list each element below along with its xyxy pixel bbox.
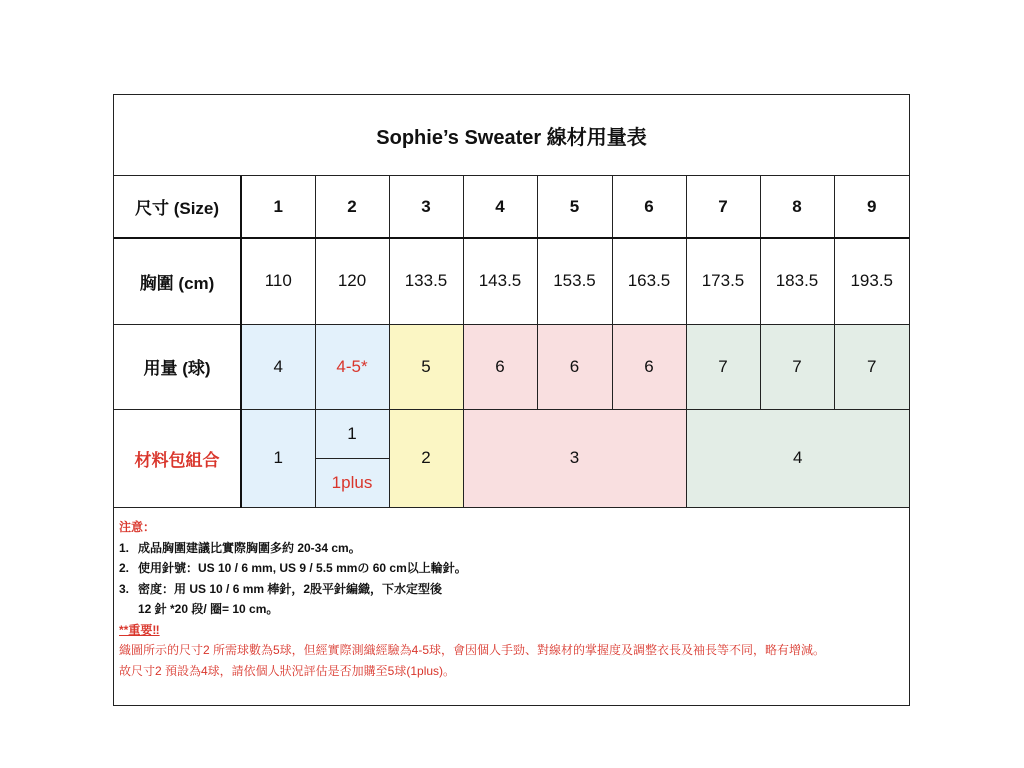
amount-cell: 6: [463, 324, 537, 409]
yarn-usage-sheet: [113, 94, 910, 706]
important-text: 織圖所示的尺寸2 所需球數為5球，但經實際測織經驗為4-5球，會因個人手勁、對線材的掌握度及調整衣長及袖長等不同，略有增減。: [119, 643, 826, 657]
chest-row: [114, 238, 909, 324]
note-text: 使用針號：US 10 / 6 mm, US 9 / 5.5 mmの 60 cm以上輪針。: [138, 561, 467, 575]
amount-label: 用量 (球): [114, 324, 241, 409]
note-item-continued: 12 針 *20 段/ 圈= 10 cm。: [138, 602, 279, 616]
chest-cell: 110: [241, 238, 315, 324]
chest-label: 胸圍 (cm): [114, 238, 241, 324]
amount-cell: 4: [241, 324, 315, 409]
chest-cell: 153.5: [537, 238, 612, 324]
size-cell: 9: [834, 176, 909, 238]
chest-cell: 193.5: [834, 238, 909, 324]
size-cell: 6: [612, 176, 686, 238]
size-label: 尺寸 (Size): [114, 176, 241, 238]
amount-cell: 7: [834, 324, 909, 409]
important-heading: **重要‼: [119, 622, 160, 637]
size-cell: 4: [463, 176, 537, 238]
note-item: [119, 538, 904, 559]
size-cell: 2: [315, 176, 389, 238]
chest-cell: 143.5: [463, 238, 537, 324]
page-title: Sophie’s Sweater 線材用量表: [114, 95, 909, 176]
size-cell: 3: [389, 176, 463, 238]
amount-row: [114, 324, 909, 409]
kit-cell: 1plus: [315, 458, 389, 507]
size-cell: 8: [760, 176, 834, 238]
yarn-usage-table: [114, 176, 909, 508]
kit-cell: 1: [315, 409, 389, 458]
kit-cell: 4: [686, 409, 909, 507]
kit-cell: 1: [241, 409, 315, 507]
note-number: 3.: [119, 581, 130, 596]
amount-cell: 7: [760, 324, 834, 409]
amount-cell: 6: [537, 324, 612, 409]
note-number: 2.: [119, 561, 130, 575]
note-text: 成品胸圍建議比實際胸圍多約 20-34 cm。: [138, 540, 361, 555]
chest-cell: 133.5: [389, 238, 463, 324]
amount-cell: 7: [686, 324, 760, 409]
note-item: [119, 579, 904, 600]
size-cell: 1: [241, 176, 315, 238]
amount-cell: 5: [389, 324, 463, 409]
kit-cell: 3: [463, 409, 686, 507]
amount-cell: 6: [612, 324, 686, 409]
size-cell: 7: [686, 176, 760, 238]
notes-header: 注意：: [119, 520, 156, 534]
chest-cell: 163.5: [612, 238, 686, 324]
note-number: 1.: [119, 540, 130, 555]
chest-cell: 120: [315, 238, 389, 324]
kit-label: 材料包組合: [114, 409, 241, 507]
note-text: 密度：用 US 10 / 6 mm 棒針，2股平針編織，下水定型後: [138, 581, 443, 596]
chest-cell: 183.5: [760, 238, 834, 324]
important-text: 故尺寸2 預設為4球，請依個人狀況評估是否加購至5球(1plus)。: [119, 663, 456, 678]
chest-cell: 173.5: [686, 238, 760, 324]
kit-cell: 2: [389, 409, 463, 507]
notes-section: [119, 517, 904, 681]
note-item: [119, 558, 904, 579]
kit-row: [114, 409, 909, 458]
size-cell: 5: [537, 176, 612, 238]
size-row: [114, 176, 909, 238]
amount-cell: 4-5*: [315, 324, 389, 409]
